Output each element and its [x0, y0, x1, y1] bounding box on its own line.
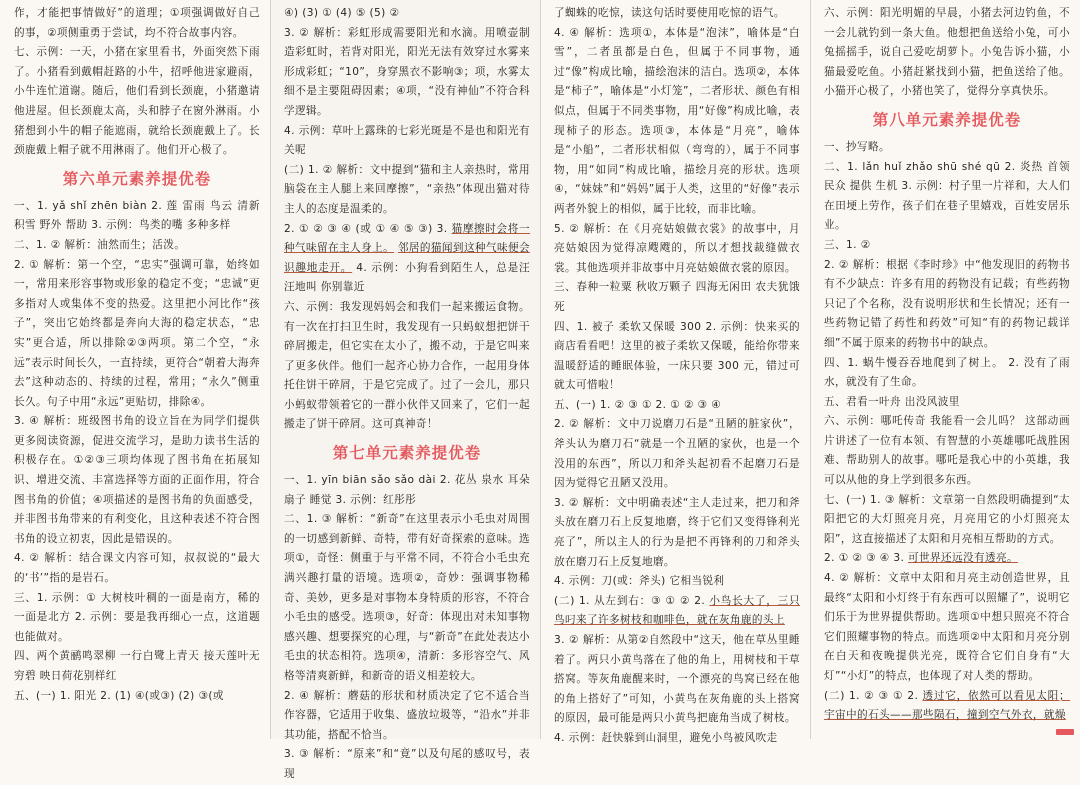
- page-corner-mark: [1056, 729, 1074, 735]
- answer-column-2: [270, 0, 540, 780]
- answer-paragraph: 2. ④ 解析：蘑菇的形状和材质决定了它不适合当作容器，它适用于收集、盛放垃圾等，“沿水”并非其功能，搭配不恰当。: [284, 689, 530, 741]
- answer-paragraph: 4. ④ 解析：选项①，本体是“泡沫”，喻体是“白雪”，二者虽都是白色，但属于不同事物，通过“像”构成比喻，描绘泡沫的洁白。选项②，本体是“柿子”，喻体是“小灯笼”，二者形状、颜色有相似点，但属于不同类事物，用“好像”构成比喻，表现柿子的形态。选项③，本体是“月亮”，喻体是“小船”，二者形状相似（弯弯的），属于不同事物，用“如同”构成比喻，描绘月亮的形状。选项④，“妹妹”和“妈妈”属于人类，这里的“好像”表示两者外貌上的相似，属于比较，而非比喻。: [554, 26, 800, 215]
- answer-paragraph: 三、春种一粒粟 秋收万颗子 四海无闲田 农夫犹饿死: [554, 281, 800, 313]
- underlined-answer: 小鸟长大了，三只鸟叼来了许多树枝和咖啡色，就在灰角鹿的头上: [554, 594, 801, 627]
- answer-paragraph: 一、1. yīn biān sǎo sǎo dài 2. 花丛 泉水 耳朵 扇子 睡觉 3. 示例：红彤彤: [284, 474, 530, 506]
- answer-paragraph: 三、1. 示例：① 大树枝叶稠的一面是南方，稀的一面是北方 2. 示例：要是我再细心一点，这道题也能做对。: [14, 591, 260, 643]
- answer-paragraph: 2. ② 解析：文中刀说磨刀石是“丑陋的脏家伙”，斧头认为磨刀石“就是一个丑陋的家伙，也是一个没用的东西”，所以刀和斧头起初看不起磨刀石是因为觉得它丑陋又没用。: [554, 418, 800, 490]
- answer-paragraph: 4. ② 解析：文章中太阳和月亮主动创造世界，且最终“太阳和小灯终于有东西可以照耀了”，说明它们乐于为世界提供帮助。选项①中想只照亮不符合它们照耀事物的特点。而选项②中太阳和月亮分别在白天和夜晚提供光亮，既符合它们自身有“大灯”“小灯”的特点，也体现了对人类的帮助。: [824, 572, 1070, 682]
- underlined-answer: 透过它，依然可以看见太阳；宇宙中的石头——那些陨石，撞到空气外衣，就燥: [824, 689, 1071, 722]
- answer-paragraph: 2. ① 解析：第一个空，“忠实”强调可靠，始终如一，常用来形容事物或形象的稳定不变；“忠诚”更多指对人或集体不变的热爱。这里把小河比作“孩子”，突出它始终都是奔向大海的稳定状态，“忠实”更合适，所以排除②③两项。第二个空，“永远”表示时间长久，一直持续，更符合“朝着大海奔去”这种动态的、持续的过程，常用；“永久”侧重长久。句子中用“永远”更贴切，排除④。: [14, 258, 260, 408]
- answer-paragraph: (二) 1. ② 解析：文中提到“猫和主人亲热时，常用脑袋在主人腿上来回摩擦”，“亲热”体现出猫对待主人的态度是温柔的。: [284, 163, 530, 215]
- section-title: 第八单元素养提优卷: [872, 110, 1022, 129]
- answer-paragraph: 5. ② 解析：在《月亮姑娘做衣裳》的故事中，月亮姑娘因为觉得凉飕飕的，所以才想找裁缝做衣裳。其他选项并非故事中月亮姑娘做衣裳的原因。: [554, 222, 800, 274]
- section-title: 第七单元素养提优卷: [332, 444, 482, 463]
- answer-paragraph: 4. ② 解析：结合课文内容可知，叔叔说的“最大的‘书’”指的是岩石。: [14, 552, 260, 585]
- answer-paragraph: 4. 示例：赶快躲到山洞里，避免小鸟被风吹走: [554, 731, 778, 744]
- answer-paragraph: 3. ③ 解析：“原来”和“竟”以及句尾的感叹号，表现: [284, 748, 530, 780]
- answer-column-1: [0, 0, 270, 739]
- answer-paragraph: 二、1. lǎn huǐ zhǎo shū shé qū 2. 炎热 首领 民众 提供 生机 3. 示例：村子里一片祥和，大人们在田埂上劳作，孩子们在巷子里嬉戏，百姓安居乐业。: [824, 160, 1070, 232]
- answer-paragraph: 3. ② 解析：文中明确表述“主人走过来，把刀和斧头放在磨刀石上反复地磨，终于它们又变得锋利光亮了”，所以主人的行为是把不再锋利的刀和斧头放在磨刀石上反复地磨。: [554, 496, 800, 568]
- answer-paragraph: 了蜘蛛的吃惊，读这句话时要使用吃惊的语气。: [554, 7, 785, 19]
- answer-paragraph: 一、1. yǎ shǐ zhēn biàn 2. 莲 雷雨 鸟云 清新 积雪 野外 帮助 3. 示例：鸟类的嘴 多种多样: [14, 199, 260, 232]
- answer-paragraph: 4. 示例：草叶上露珠的七彩光斑是不是也和阳光有关呢: [284, 124, 530, 157]
- answer-paragraph: 3. ② 解析：从第②自然段中“这天，他在草丛里睡着了。两只小黄鸟落在了他的角上，用树枝和干草搭窝。等灰角鹿醒来时，一个漂亮的鸟窝已经在他的角上搭好了”可知，小黄鸟在灰角鹿的头上搭窝的原因，最可能是两只小黄鸟把鹿角当成了树枝。: [554, 634, 800, 725]
- answer-paragraph: (二) 1. 从左到右：③ ① ② 2. 小鸟长大了，三只鸟叼来了许多树枝和咖啡色，就在灰角鹿的头上: [554, 594, 801, 627]
- answer-paragraph: ④) (3) ① (4) ⑤ (5) ②: [284, 7, 400, 19]
- answer-paragraph: 二、1. ③ 解析：“新奇”在这里表示小毛虫对周围的一切感到新鲜、奇特，带有好奇探索的意味。选项①，奇怪：侧重于与平常不同，不符合小毛虫充满兴趣打量的语境。选项②，奇妙：强调事物稀奇、美妙，更多是对事物本身特质的形容，不符合小毛虫的感受。选项③，好奇：体现出对未知事物感兴趣、想要探究的心理，与“新奇”在此处表达小毛虫的状态相符。选项④，清新：多形容空气、风格等清爽新鲜，和新奇的语义相差较大。: [284, 513, 530, 682]
- answer-paragraph: 2. ② 解析：根据《李时珍》中“他发现旧的药物书有不少缺点：许多有用的药物没有记载；有些药物只记了个名称，没有说明形状和生长情况；还有一些药物记错了药性和药效”可知“有的药物记载详细”不属于原来的药物书中的缺点。: [824, 258, 1070, 349]
- answer-paragraph: 六、示例：阳光明媚的早晨，小猪去河边钓鱼，不一会儿就钓到一条大鱼。他想把鱼送给小兔，可小兔摇摇手，说自己爱吃胡萝卜。小兔告诉小猫，小猫最爱吃鱼。小猪赶紧找到小猫，把鱼送给了他。小猫开心极了，小猪也笑了，觉得分享真快乐。: [824, 7, 1070, 98]
- answer-paragraph: 作，才能把事情做好”的道理；①项强调做好自己的事，②项侧重勇于尝试，均不符合故事内容。: [14, 7, 260, 39]
- answer-paragraph: 2. ① ② ③ ④ (或 ① ④ ⑤ ③) 3. 猫摩擦时会将一种气味留在主人身上。 邻居的猫闻到这种气味便会识趣地走开。 4. 示例：小狗看到陌生人，总是汪汪地叫 你别靠近: [284, 222, 530, 294]
- answer-paragraph: 五、(一) 1. ② ③ ① 2. ① ② ③ ④: [554, 398, 722, 411]
- answer-paragraph: 3. ④ 解析：班级图书角的设立旨在为同学们提供更多阅读资源，促进交流学习，是助力读书生活的积极存在。①②③三项均体现了图书角在拓展知识、增进交流、丰富选择等方面的正面作用，符合图书角的价值；④项描述的是图书角的负面感受，并非图书角带来的有利变化，且这种表述不符合图书角的设立初衷，因此是错误的。: [14, 415, 260, 545]
- underlined-answer: 可世界还远没有透亮。: [908, 552, 1018, 565]
- answer-paragraph: 四、两个黄鹂鸣翠柳 一行白鹭上青天 接天莲叶无穷碧 映日荷花别样红: [14, 650, 260, 682]
- column-divider: [540, 0, 541, 739]
- section-title: 第六单元素养提优卷: [62, 169, 212, 188]
- answer-paragraph: 四、1. 蜗牛慢吞吞地爬到了树上。 2. 没有了雨水，就没有了生命。: [824, 356, 1070, 389]
- answer-paragraph: 4. 示例：刀(或：斧头) 它相当锐利: [554, 575, 725, 588]
- answer-paragraph: 七、(一) 1. ③ 解析：文章第一自然段明确提到“太阳把它的大灯照亮月亮，月亮用它的小灯照亮太阳”，这直接描述了太阳和月亮相互帮助的方式。: [824, 493, 1070, 545]
- answer-paragraph: (二) 1. ② ③ ① 2. 透过它，依然可以看见太阳；宇宙中的石头——那些陨石，撞到空气外衣，就燥: [824, 689, 1071, 722]
- answer-paragraph: 七、示例：一天，小猪在家里看书，外面突然下雨了。小猪看到戴帽赶路的小牛，招呼他进家避雨，小牛连忙道谢。随后，他们看到长颈鹿，小猪邀请他进屋。但长颈鹿太高，头和脖子在窗外淋雨。小猪想到小牛的帽子能遮雨，就给长颈鹿戴上了。长颈鹿戴上帽子就不用淋雨了。他们开心极了。: [14, 46, 260, 157]
- answer-paragraph: 2. ① ② ③ ④ 3. 可世界还远没有透亮。: [824, 552, 1018, 565]
- answer-paragraph: 一、抄写略。: [824, 140, 890, 153]
- answer-column-3: [540, 0, 810, 744]
- answer-paragraph: 六、示例：哪吒传奇 我能看一会儿吗？ 这部动画片讲述了一位有本领、有智慧的小英雄哪吒战胜困难、帮助别人的故事。哪吒是我心中的小英雄，我可以从他的身上学到很多东西。: [824, 415, 1070, 487]
- answer-paragraph: 3. ② 解析：彩虹形成需要阳光和水滴。用喷壶制造彩虹时，若背对阳光，阳光无法有效穿过水雾来形成彩虹；“10”，身穿黑衣不影响③；项，水雾太细不是主要阻碍因素；④项，“没有神仙”不符合科学逻辑。: [284, 26, 530, 117]
- answer-paragraph: 四、1. 被子 柔软又保暖 300 2. 示例：快来买的商店看看吧！这里的被子柔软又保暖，能给你带来温暖舒适的睡眠体验，一床只要 300 元，错过可就太可惜啦！: [554, 320, 800, 392]
- answer-paragraph: 二、1. ② 解析：油然而生；活泼。: [14, 238, 186, 251]
- answer-paragraph: 三、1. ②: [824, 238, 871, 251]
- answer-paragraph: 六、示例：我发现妈妈会和我们一起来搬运食物。有一次在打扫卫生时，我发现有一只蚂蚁想把饼干碎屑搬走，但它实在太小了，搬不动，于是它叫来了更多伙伴。他们一起齐心协力合作，一起用身体托住饼干碎屑，于是它完成了。过了一会儿，那只小蚂蚁带领着它的一群小伙伴又回来了，它们一起搬走了饼干碎屑。这可真神奇！: [284, 300, 530, 431]
- underlined-answer: 猫摩擦时会将一种气味留在主人身上。: [284, 222, 530, 255]
- underlined-answer: 邻居的猫闻到这种气味便会识趣地走开。: [284, 242, 530, 274]
- answer-column-4: [810, 0, 1080, 739]
- answer-paragraph: 五、(一) 1. 阳光 2. (1) ④(或③) (2) ③(或: [14, 689, 224, 702]
- answer-paragraph: 五、君看一叶舟 出没风波里: [824, 395, 960, 408]
- column-divider: [810, 0, 811, 739]
- column-divider: [270, 0, 271, 739]
